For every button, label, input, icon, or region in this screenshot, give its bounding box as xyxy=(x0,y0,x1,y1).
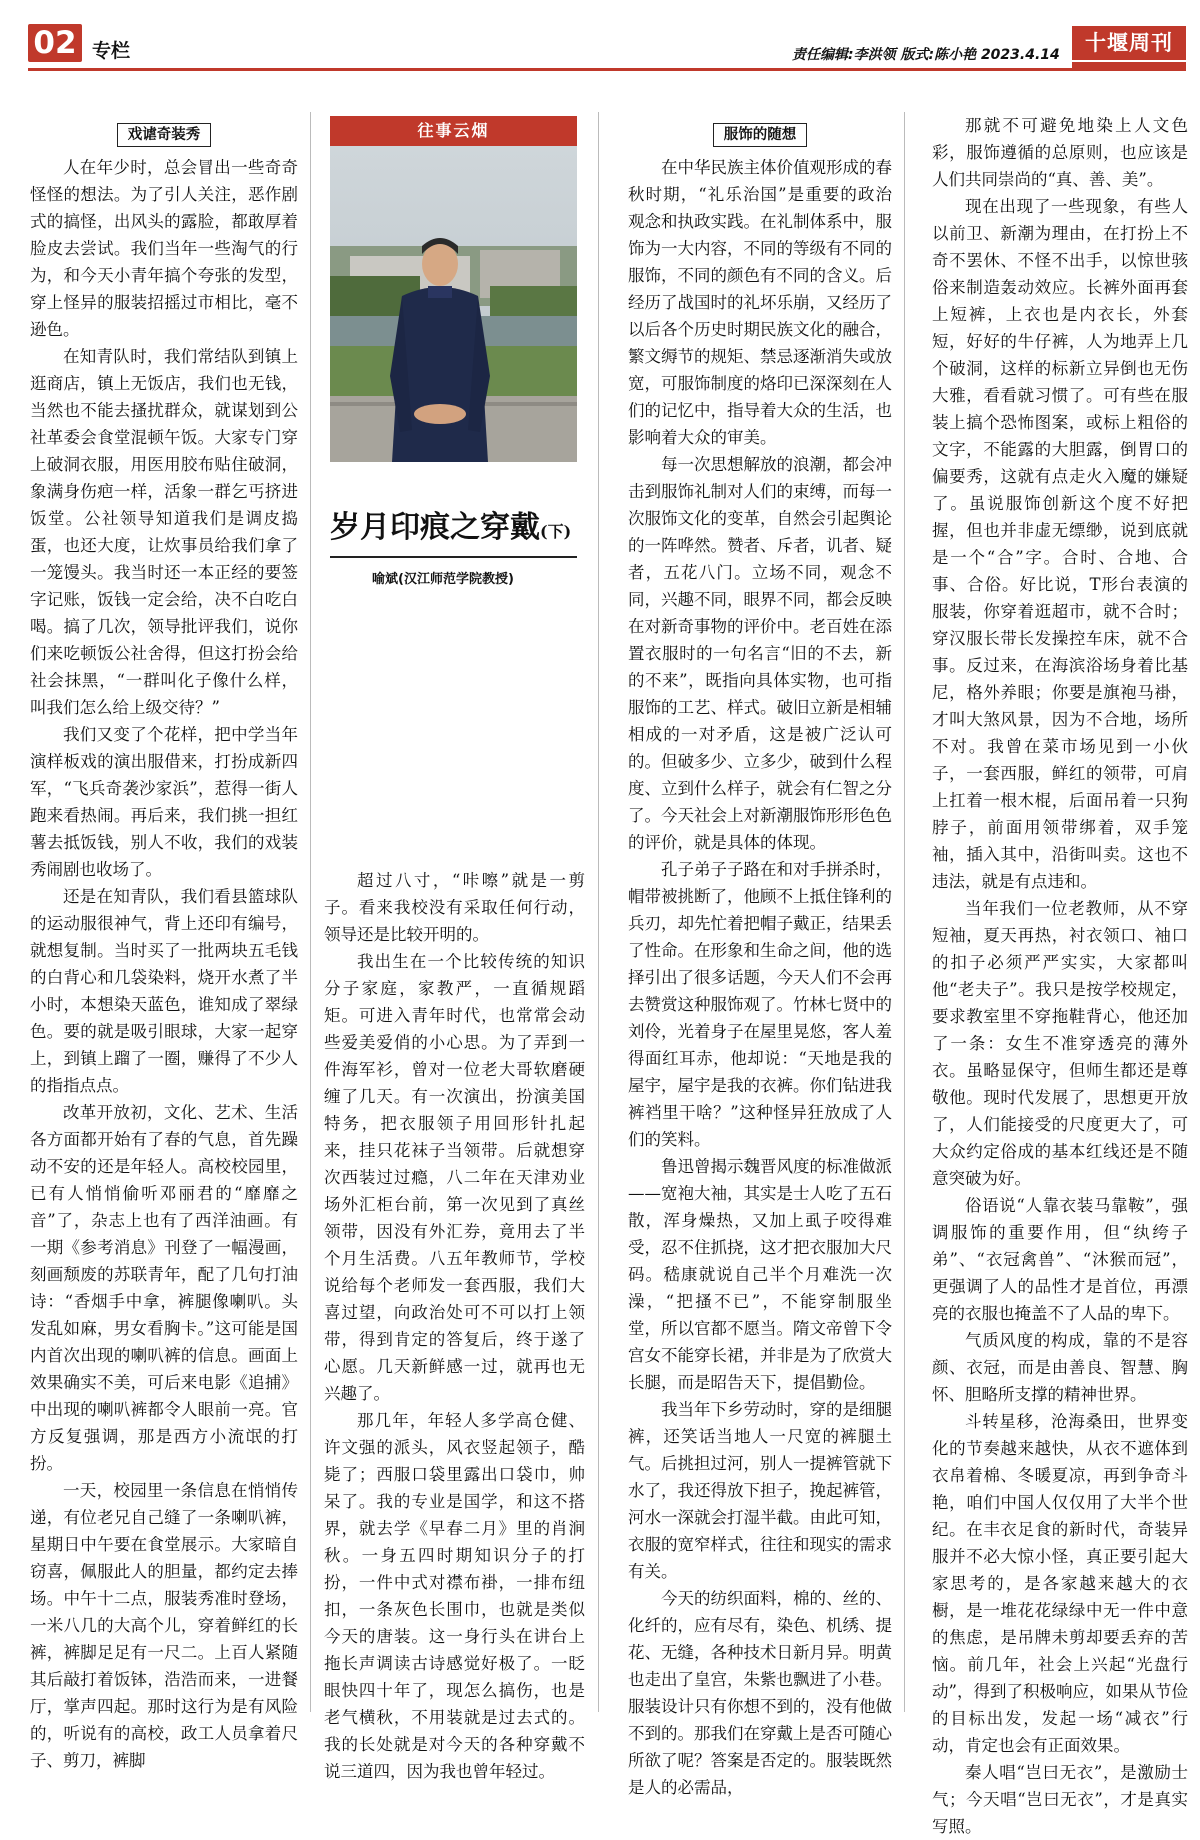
page-header xyxy=(0,0,1200,92)
column-3 xyxy=(628,120,892,1797)
article-body xyxy=(30,154,298,1774)
headline-text: 岁月印痕之穿戴 xyxy=(330,510,540,545)
paragraph: 我当年下乡劳动时，穿的是细腿裤，还笑话当地人一尺宽的裤腿土气。后挑担过河，别人一提裤管就下水了，我还得放下担子，挽起裤管，河水一深就会打湿半截。由此可知，衣服的宽窄样式，往往和现实的需求有关。 xyxy=(628,1400,892,1581)
feature-box xyxy=(330,116,577,462)
subhead-label: 服饰的随想 xyxy=(713,123,808,147)
paragraph: 超过八寸，“咔嚓”就是一剪子。看来我校没有采取任何行动，领导还是比较开明的。 xyxy=(324,871,585,944)
paragraph: 每一次思想解放的浪潮，都会冲击到服饰礼制对人们的束缚，而每一次服饰文化的变革，自然会引起舆论的一阵哗然。赞者、斥者，讥者、疑者，五花八门。立场不同，观念不同，兴趣不同，眼界不同，都会反映在对新奇事物的评价中。老百姓在添置衣服时的一句名言“旧的不去，新的不来”，既指向具体实物，也可指服饰的工艺、样式。破旧立新是相辅相成的一对矛盾，这是被广泛认可的。但破多少、立多少，破到什么程度、立到什么样子，就会有仁智之分了。今天社会上对新潮服饰形形色色的评价，就是具体的体现。 xyxy=(628,455,892,852)
paragraph: 今天的纺织面料，棉的、丝的、化纤的，应有尽有，染色、机绣、提花、无缝，各种技术日新月异。明黄也走出了皇宫，朱紫也飘进了小巷。服装设计只有你想不到的，没有他做不到的。那我们在穿戴上是否可随心所欲了呢？答案是否定的。服装既然是人的必需品， xyxy=(628,1589,892,1797)
paragraph: 那几年，年轻人多学高仓健、许文强的派头，风衣竖起领子，酷毙了；西服口袋里露出口袋巾，帅呆了。我的专业是国学，和这不搭界，就去学《早春二月》里的肖涧秋。一身五四时期知识分子的打扮，一件中式对襟布褂，一排布纽扣，一条灰色长围巾，也就是类似今天的唐装。这一身行头在讲台上拖长声调读古诗感觉好极了。一眨眼快四十年了，现怎么搞伤，也是老气横秋，不用装就是过去式的。我的长处就是对今天的各种穿戴不说三道四，因为我也曾年轻过。 xyxy=(324,1411,585,1781)
paragraph: 在知青队时，我们常结队到镇上逛商店，镇上无饭店，我们也无钱，当然也不能去搔扰群众，就谋划到公社革委会食堂混顿午饭。大家专门穿上破洞衣服，用医用胶布贴住破洞，象满身伤疤一样，活象一群乞丐挤进饭堂。公社领导知道我们是调皮捣蛋，也还大度，让炊事员给我们拿了一笼馒头。我当时还一本正经的要签字记账，饭钱一定会给，决不白吃白喝。搞了几次，领导批评我们，说你们来吃顿饭公社舍得，但这打扮会给社会抹黑，“一群叫化子像什么样，叫我们怎么给上级交待？” xyxy=(30,347,298,717)
subhead-label: 戏谑奇装秀 xyxy=(117,123,212,147)
headline-suffix: (下) xyxy=(540,522,572,541)
paragraph: 人在年少时，总会冒出一些奇奇怪怪的想法。为了引人关注，恶作剧式的搞怪，出风头的露脸，都敢厚着脸皮去尝试。我们当年一些淘气的行为，和今天小青年搞个夸张的发型，穿上怪异的服装招摇过市相比，毫不逊色。 xyxy=(30,158,298,339)
headline-rule xyxy=(330,556,577,558)
column-divider xyxy=(904,112,905,1712)
feature-label: 往事云烟 xyxy=(330,116,577,146)
article-body xyxy=(324,867,585,1785)
article-body xyxy=(932,112,1188,1840)
section-name: 专栏 xyxy=(92,40,131,62)
paragraph: 孔子弟子子路在和对手拼杀时，帽带被挑断了，他顾不上抵住锋利的兵刃，却先忙着把帽子戴正，结果丢了性命。在形象和生命之间，他的选择引出了很多话题，今天人们不会再去赞赏这种服饰观了。竹林七贤中的刘伶，光着身子在屋里晃悠，客人羞得面红耳赤，他却说：“天地是我的屋宇，屋宇是我的衣裤。你们钻进我裤裆里干啥？”这种怪异狂放成了人们的笑料。 xyxy=(628,860,892,1149)
paragraph: 秦人唱“岂曰无衣”，是激励士气；今天唱“岂曰无衣”，才是真实写照。 xyxy=(932,1763,1188,1836)
editor-credits: 责任编辑:李洪领 版式:陈小艳 2023.4.14 xyxy=(792,47,1060,63)
column-1 xyxy=(30,120,298,1770)
column-divider xyxy=(310,112,311,1712)
paragraph: 斗转星移，沧海桑田，世界变化的节奏越来越快，从衣不遮体到衣帛着棉、冬暖夏凉，再到争奇斗艳，咱们中国人仅仅用了大半个世纪。在丰衣足食的新时代，奇装异服并不必大惊小怪，真正要引起大家思考的，是各家越来越大的衣橱，是一堆花花绿绿中无一件中意的焦虑，是吊牌未剪却要丢弃的苦恼。前几年，社会上兴起“光盘行动”，得到了积极响应，如果从节俭的目标出发，发起一场“减衣”行动，肯定也会有正面效果。 xyxy=(932,1412,1188,1755)
paragraph: 我们又变了个花样，把中学当年演样板戏的演出服借来，打扮成新四军，“飞兵奇袭沙家浜”，惹得一街人跑来看热闹。再后来，我们挑一担红薯去抵饭钱，别人不收，我们的戏装秀闹剧也收场了。 xyxy=(30,725,298,879)
paragraph: 那就不可避免地染上人文色彩，服饰遵循的总原则，也应该是人们共同崇尚的“真、善、美”。 xyxy=(932,116,1188,189)
paragraph: 气质风度的构成，靠的不是容颜、衣冠，而是由善良、智慧、胸怀、胆略所支撑的精神世界。 xyxy=(932,1331,1188,1404)
author-byline: 喻斌(汉江师范学院教授) xyxy=(372,572,514,587)
column-divider xyxy=(598,112,599,1712)
column-2 xyxy=(324,867,585,1781)
masthead-logo: 十堰周刊 xyxy=(1072,26,1186,60)
subhead xyxy=(30,120,298,144)
paragraph: 一天，校园里一条信息在悄悄传递，有位老兄自己缝了一条喇叭裤，星期日中午要在食堂展示。大家暗自窃喜，佩服此人的胆量，都约定去捧场。中午十二点，服装秀准时登场，一米八几的大高个儿，穿着鲜红的长裤，裤脚足足有一尺二。上百人紧随其后敲打着饭钵，浩浩而来，一进餐厅，掌声四起。那时这行为是有风险的，听说有的高校，政工人员拿着尺子、剪刀，裤脚 xyxy=(30,1481,298,1770)
paragraph: 当年我们一位老教师，从不穿短袖，夏天再热，衬衣领口、袖口的扣子必须严严实实，大家都叫他“老夫子”。我只是按学校规定，要求教室里不穿拖鞋背心，他还加了一条：女生不准穿透亮的薄外衣。虽略显保守，但师生都还是尊敬他。现时代发展了，思想更开放了，人们能接受的尺度更大了，可大众约定俗成的基本红线还是不随意突破为好。 xyxy=(932,899,1188,1188)
paragraph: 我出生在一个比较传统的知识分子家庭，家教严，一直循规蹈矩。可进入青年时代，也常常会动些爱美爱俏的小心思。为了弄到一件海军衫，曾对一位老大哥软磨硬缠了几天。有一次演出，扮演美国特务，把衣服领子用回形针扎起来，挂只花袜子当领带。后就想穿次西装过过瘾，八二年在天津劝业场外汇柜台前，第一次见到了真丝领带，因没有外汇券，竟用去了半个月生活费。八五年教师节，学校说给每个老师发一套西服，我们大喜过望，向政治处可不可以打上领带，得到肯定的答复后，终于遂了心愿。几天新鲜感一过，就再也无兴趣了。 xyxy=(324,952,585,1403)
column-4 xyxy=(932,112,1188,1836)
paragraph: 鲁迅曾揭示魏晋风度的标准做派——宽袍大袖，其实是士人吃了五石散，浑身燥热，又加上虱子咬得难受，忍不住抓挠，这才把衣服加大尺码。嵇康就说自己半个月难洗一次澡，“把搔不已”，不能穿制服坐堂，所以官都不愿当。隋文帝曾下令宫女不能穿长裙，并非是为了欣赏大长腿，而是昭告天下，提倡勤俭。 xyxy=(628,1157,892,1392)
author-photo xyxy=(330,146,577,462)
page-number: 02 xyxy=(28,24,82,62)
headline xyxy=(330,508,590,552)
paragraph: 还是在知青队，我们看县篮球队的运动服很神气，背上还印有编号，就想复制。当时买了一批两块五毛钱的白背心和几袋染料，烧开水煮了半小时，本想染天蓝色，谁知成了翠绿色。要的就是吸引眼球，大家一起穿上，到镇上蹓了一圈，赚得了不少人的指指点点。 xyxy=(30,887,298,1095)
header-rule xyxy=(28,68,1186,71)
article-body xyxy=(628,154,892,1801)
subhead xyxy=(628,120,892,144)
paragraph: 现在出现了一些现象，有些人以前卫、新潮为理由，在打扮上不奇不罢休、不怪不出手，以惊世骇俗来制造轰动效应。长裤外面再套上短裤，上衣也是内衣长，外套短，好好的牛仔裤，人为地弄上几个破洞，这样的标新立异倒也无伤大雅，看看就习惯了。可有些在服装上搞个恐怖图案，或标上粗俗的文字，不能露的大胆露，倒胃口的偏要秀，这就有点走火入魔的嫌疑了。虽说服饰创新这个度不好把握，但也并非虚无缥缈，说到底就是一个“合”字。合时、合地、合事、合俗。好比说，T形台表演的服装，你穿着逛超市，就不合时；穿汉服长带长发操控车床，就不合事。反过来，在海滨浴场身着比基尼，格外养眼；你要是旗袍马褂，才叫大煞风景，因为不合地，场所不对。我曾在菜市场见到一小伙子，一套西服，鲜红的领带，可肩上扛着一根木棍，后面吊着一只狗脖子，前面用领带绑着，双手笼袖，插入其中，沿街叫卖。这也不违法，就是有点违和。 xyxy=(932,197,1188,891)
paragraph: 在中华民族主体价值观形成的春秋时期，“礼乐治国”是重要的政治观念和执政实践。在礼制体系中，服饰为一大内容，不同的等级有不同的服饰，不同的颜色有不同的含义。后经历了战国时的礼坏乐崩，又经历了以后各个历史时期民族文化的融合，繁文缛节的规矩、禁忌逐渐消失或放宽，可服饰制度的烙印已深深刻在人们的记忆中，指导着大众的生活，也影响着大众的审美。 xyxy=(628,158,892,447)
paragraph: 改革开放初，文化、艺术、生活各方面都开始有了春的气息，首先躁动不安的还是年轻人。高校校园里，已有人悄悄偷听邓丽君的“靡靡之音”了，杂志上也有了西洋油画。有一期《参考消息》刊登了一幅漫画，刻画颓废的苏联青年，配了几句打油诗：“香烟手中拿，裤腿像喇叭。头发乱如麻，男女看胸卡。”这可能是国内首次出现的喇叭裤的信息。画面上效果确实不美，可后来电影《追捕》中出现的喇叭裤都令人眼前一亮。官方反复强调，那是西方小流氓的打扮。 xyxy=(30,1103,298,1473)
paragraph: 俗语说“人靠衣装马靠鞍”，强调服饰的重要作用，但“纨绔子弟”、“衣冠禽兽”、“沐猴而冠”，更强调了人的品性才是首位，再漂亮的衣服也掩盖不了人品的卑下。 xyxy=(932,1196,1188,1323)
